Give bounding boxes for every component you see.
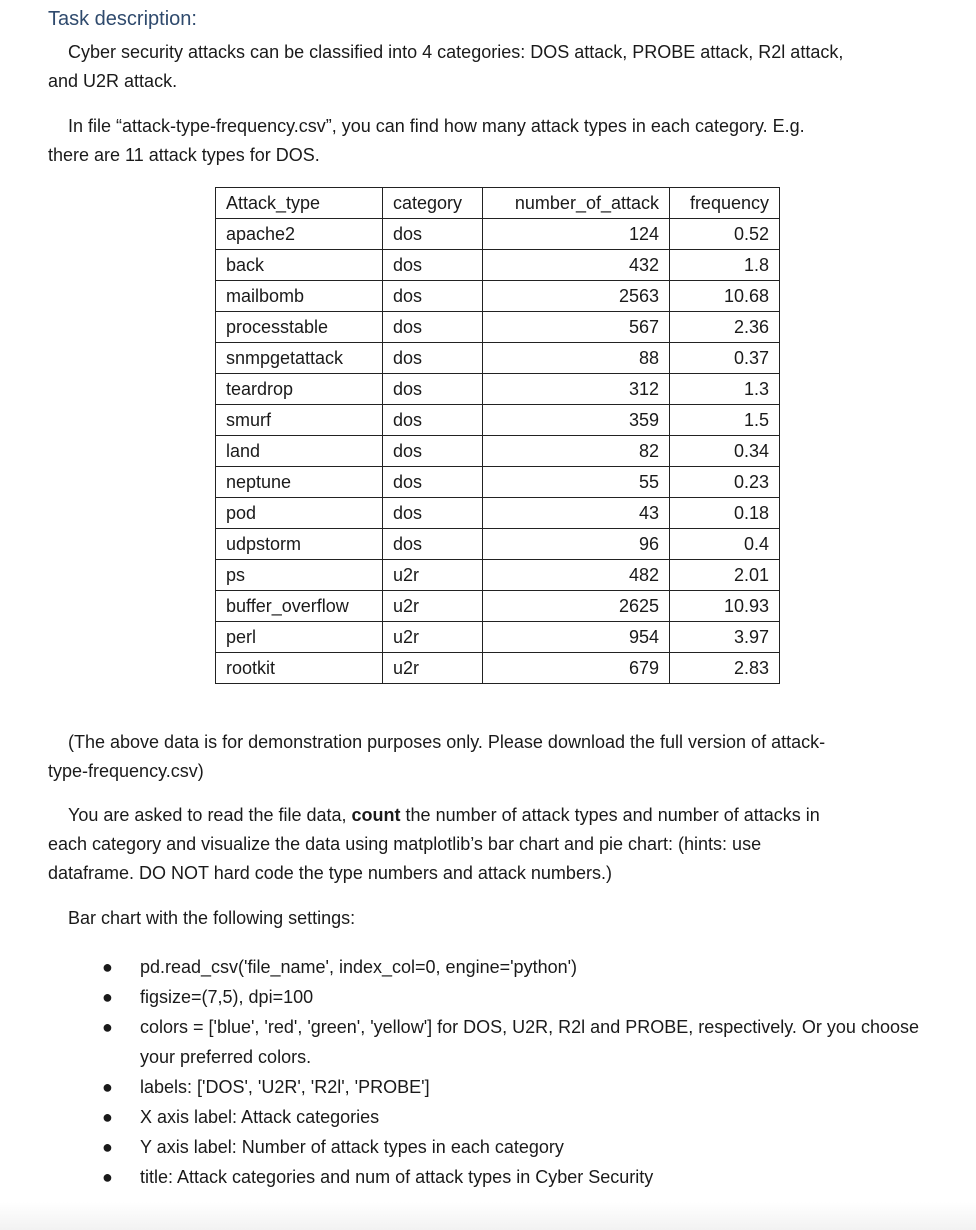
cell-category: dos — [383, 529, 483, 560]
cell-frequency: 10.68 — [670, 281, 780, 312]
task-suffix: the number of attack types and number of attacks in — [400, 805, 820, 825]
intro-paragraph — [48, 38, 948, 96]
settings-item — [90, 982, 950, 1012]
table-row — [216, 653, 780, 684]
settings-item-text: pd.read_csv('file_name', index_col=0, engine='python') — [140, 957, 578, 977]
cell-frequency: 0.4 — [670, 529, 780, 560]
cell-frequency: 0.18 — [670, 498, 780, 529]
bullet-icon: ● — [102, 1077, 113, 1097]
table-row — [216, 529, 780, 560]
settings-item — [90, 1012, 950, 1072]
cell-category: dos — [383, 281, 483, 312]
cell-number-of-attack: 124 — [483, 219, 670, 250]
cell-attack-type: mailbomb — [216, 281, 383, 312]
cell-frequency: 1.5 — [670, 405, 780, 436]
table-row — [216, 622, 780, 653]
bullet-icon: ● — [102, 1017, 113, 1037]
intro-line-1: Cyber security attacks can be classified into 4 categories: DOS attack, PROBE attack, R2l attack, — [68, 42, 844, 62]
cell-attack-type: teardrop — [216, 374, 383, 405]
demo-note-line-2: type-frequency.csv) — [48, 761, 204, 781]
cell-attack-type: back — [216, 250, 383, 281]
file-note-paragraph — [48, 112, 948, 170]
task-paragraph — [48, 801, 948, 888]
cell-category: dos — [383, 250, 483, 281]
bar-settings-paragraph — [48, 904, 948, 933]
cell-category: dos — [383, 343, 483, 374]
cell-frequency: 0.52 — [670, 219, 780, 250]
bullet-icon: ● — [102, 1167, 113, 1187]
cell-category: dos — [383, 436, 483, 467]
table-row — [216, 312, 780, 343]
cell-number-of-attack: 2625 — [483, 591, 670, 622]
settings-item-text: labels: ['DOS', 'U2R', 'R2l', 'PROBE'] — [140, 1077, 430, 1097]
cell-attack-type: perl — [216, 622, 383, 653]
table-row — [216, 467, 780, 498]
cell-number-of-attack: 2563 — [483, 281, 670, 312]
demo-note-paragraph — [48, 728, 948, 786]
attack-frequency-table — [215, 187, 780, 684]
table-row — [216, 250, 780, 281]
demo-note-line-1: (The above data is for demonstration purposes only. Please download the full version of attack- — [68, 732, 826, 752]
cell-category: dos — [383, 498, 483, 529]
cell-attack-type: apache2 — [216, 219, 383, 250]
cell-number-of-attack: 96 — [483, 529, 670, 560]
settings-item — [90, 952, 950, 982]
settings-item-text: Y axis label: Number of attack types in each category — [140, 1137, 564, 1157]
cell-category: u2r — [383, 653, 483, 684]
settings-item — [90, 1102, 950, 1132]
cell-number-of-attack: 567 — [483, 312, 670, 343]
cell-attack-type: ps — [216, 560, 383, 591]
cell-frequency: 2.01 — [670, 560, 780, 591]
header-number-of-attack: number_of_attack — [483, 188, 670, 219]
table-row — [216, 560, 780, 591]
intro-line-2: and U2R attack. — [48, 71, 178, 91]
cell-category: dos — [383, 374, 483, 405]
bullet-icon: ● — [102, 1137, 113, 1157]
cell-frequency: 1.3 — [670, 374, 780, 405]
cell-category: u2r — [383, 560, 483, 591]
table-row — [216, 405, 780, 436]
table-row — [216, 498, 780, 529]
cell-frequency: 0.34 — [670, 436, 780, 467]
cell-frequency: 1.8 — [670, 250, 780, 281]
settings-item — [90, 1072, 950, 1102]
settings-item — [90, 1162, 950, 1192]
task-prefix: You are asked to read the file data, — [68, 805, 352, 825]
page-bottom-edge — [0, 1202, 976, 1230]
header-attack-type: Attack_type — [216, 188, 383, 219]
task-line-3: dataframe. DO NOT hard code the type numbers and attack numbers.) — [48, 863, 612, 883]
cell-number-of-attack: 482 — [483, 560, 670, 591]
settings-item-text: figsize=(7,5), dpi=100 — [140, 987, 314, 1007]
task-line-2: each category and visualize the data using matplotlib’s bar chart and pie chart: (hints: use — [48, 834, 762, 854]
file-note-line-2: there are 11 attack types for DOS. — [48, 145, 320, 165]
bar-settings-list — [90, 952, 950, 1192]
settings-item-text: colors = ['blue', 'red', 'green', 'yellow'] for DOS, U2R, R2l and PROBE, respectively. Or you choose your preferred colors. — [140, 1017, 919, 1067]
cell-attack-type: land — [216, 436, 383, 467]
file-note-line-1: In file “attack-type-frequency.csv”, you can find how many attack types in each category. E.g. — [68, 116, 805, 136]
cell-attack-type: processtable — [216, 312, 383, 343]
cell-attack-type: udpstorm — [216, 529, 383, 560]
cell-number-of-attack: 82 — [483, 436, 670, 467]
task-bold-count: count — [351, 805, 401, 825]
cell-frequency: 0.23 — [670, 467, 780, 498]
cell-number-of-attack: 359 — [483, 405, 670, 436]
cell-attack-type: rootkit — [216, 653, 383, 684]
cell-category: u2r — [383, 591, 483, 622]
settings-item — [90, 1132, 950, 1162]
page-heading: Task description: — [48, 8, 197, 30]
header-frequency: frequency — [670, 188, 780, 219]
bullet-icon: ● — [102, 1107, 113, 1127]
cell-attack-type: smurf — [216, 405, 383, 436]
header-category: category — [383, 188, 483, 219]
table-row — [216, 374, 780, 405]
settings-item-text: title: Attack categories and num of attack types in Cyber Security — [140, 1167, 654, 1187]
cell-category: dos — [383, 312, 483, 343]
table-row — [216, 591, 780, 622]
cell-category: dos — [383, 405, 483, 436]
cell-number-of-attack: 55 — [483, 467, 670, 498]
cell-category: dos — [383, 467, 483, 498]
table-row — [216, 343, 780, 374]
cell-number-of-attack: 43 — [483, 498, 670, 529]
cell-attack-type: pod — [216, 498, 383, 529]
table-row — [216, 219, 780, 250]
cell-number-of-attack: 954 — [483, 622, 670, 653]
cell-frequency: 2.83 — [670, 653, 780, 684]
cell-attack-type: buffer_overflow — [216, 591, 383, 622]
cell-number-of-attack: 312 — [483, 374, 670, 405]
cell-frequency: 3.97 — [670, 622, 780, 653]
cell-number-of-attack: 88 — [483, 343, 670, 374]
cell-category: u2r — [383, 622, 483, 653]
table-header-row — [216, 188, 780, 219]
bullet-icon: ● — [102, 987, 113, 1007]
cell-number-of-attack: 432 — [483, 250, 670, 281]
cell-attack-type: neptune — [216, 467, 383, 498]
cell-frequency: 2.36 — [670, 312, 780, 343]
bar-settings-title: Bar chart with the following settings: — [68, 908, 356, 928]
cell-frequency: 10.93 — [670, 591, 780, 622]
table-row — [216, 436, 780, 467]
cell-number-of-attack: 679 — [483, 653, 670, 684]
cell-attack-type: snmpgetattack — [216, 343, 383, 374]
table-row — [216, 281, 780, 312]
cell-frequency: 0.37 — [670, 343, 780, 374]
cell-category: dos — [383, 219, 483, 250]
settings-item-text: X axis label: Attack categories — [140, 1107, 380, 1127]
bullet-icon: ● — [102, 957, 113, 977]
